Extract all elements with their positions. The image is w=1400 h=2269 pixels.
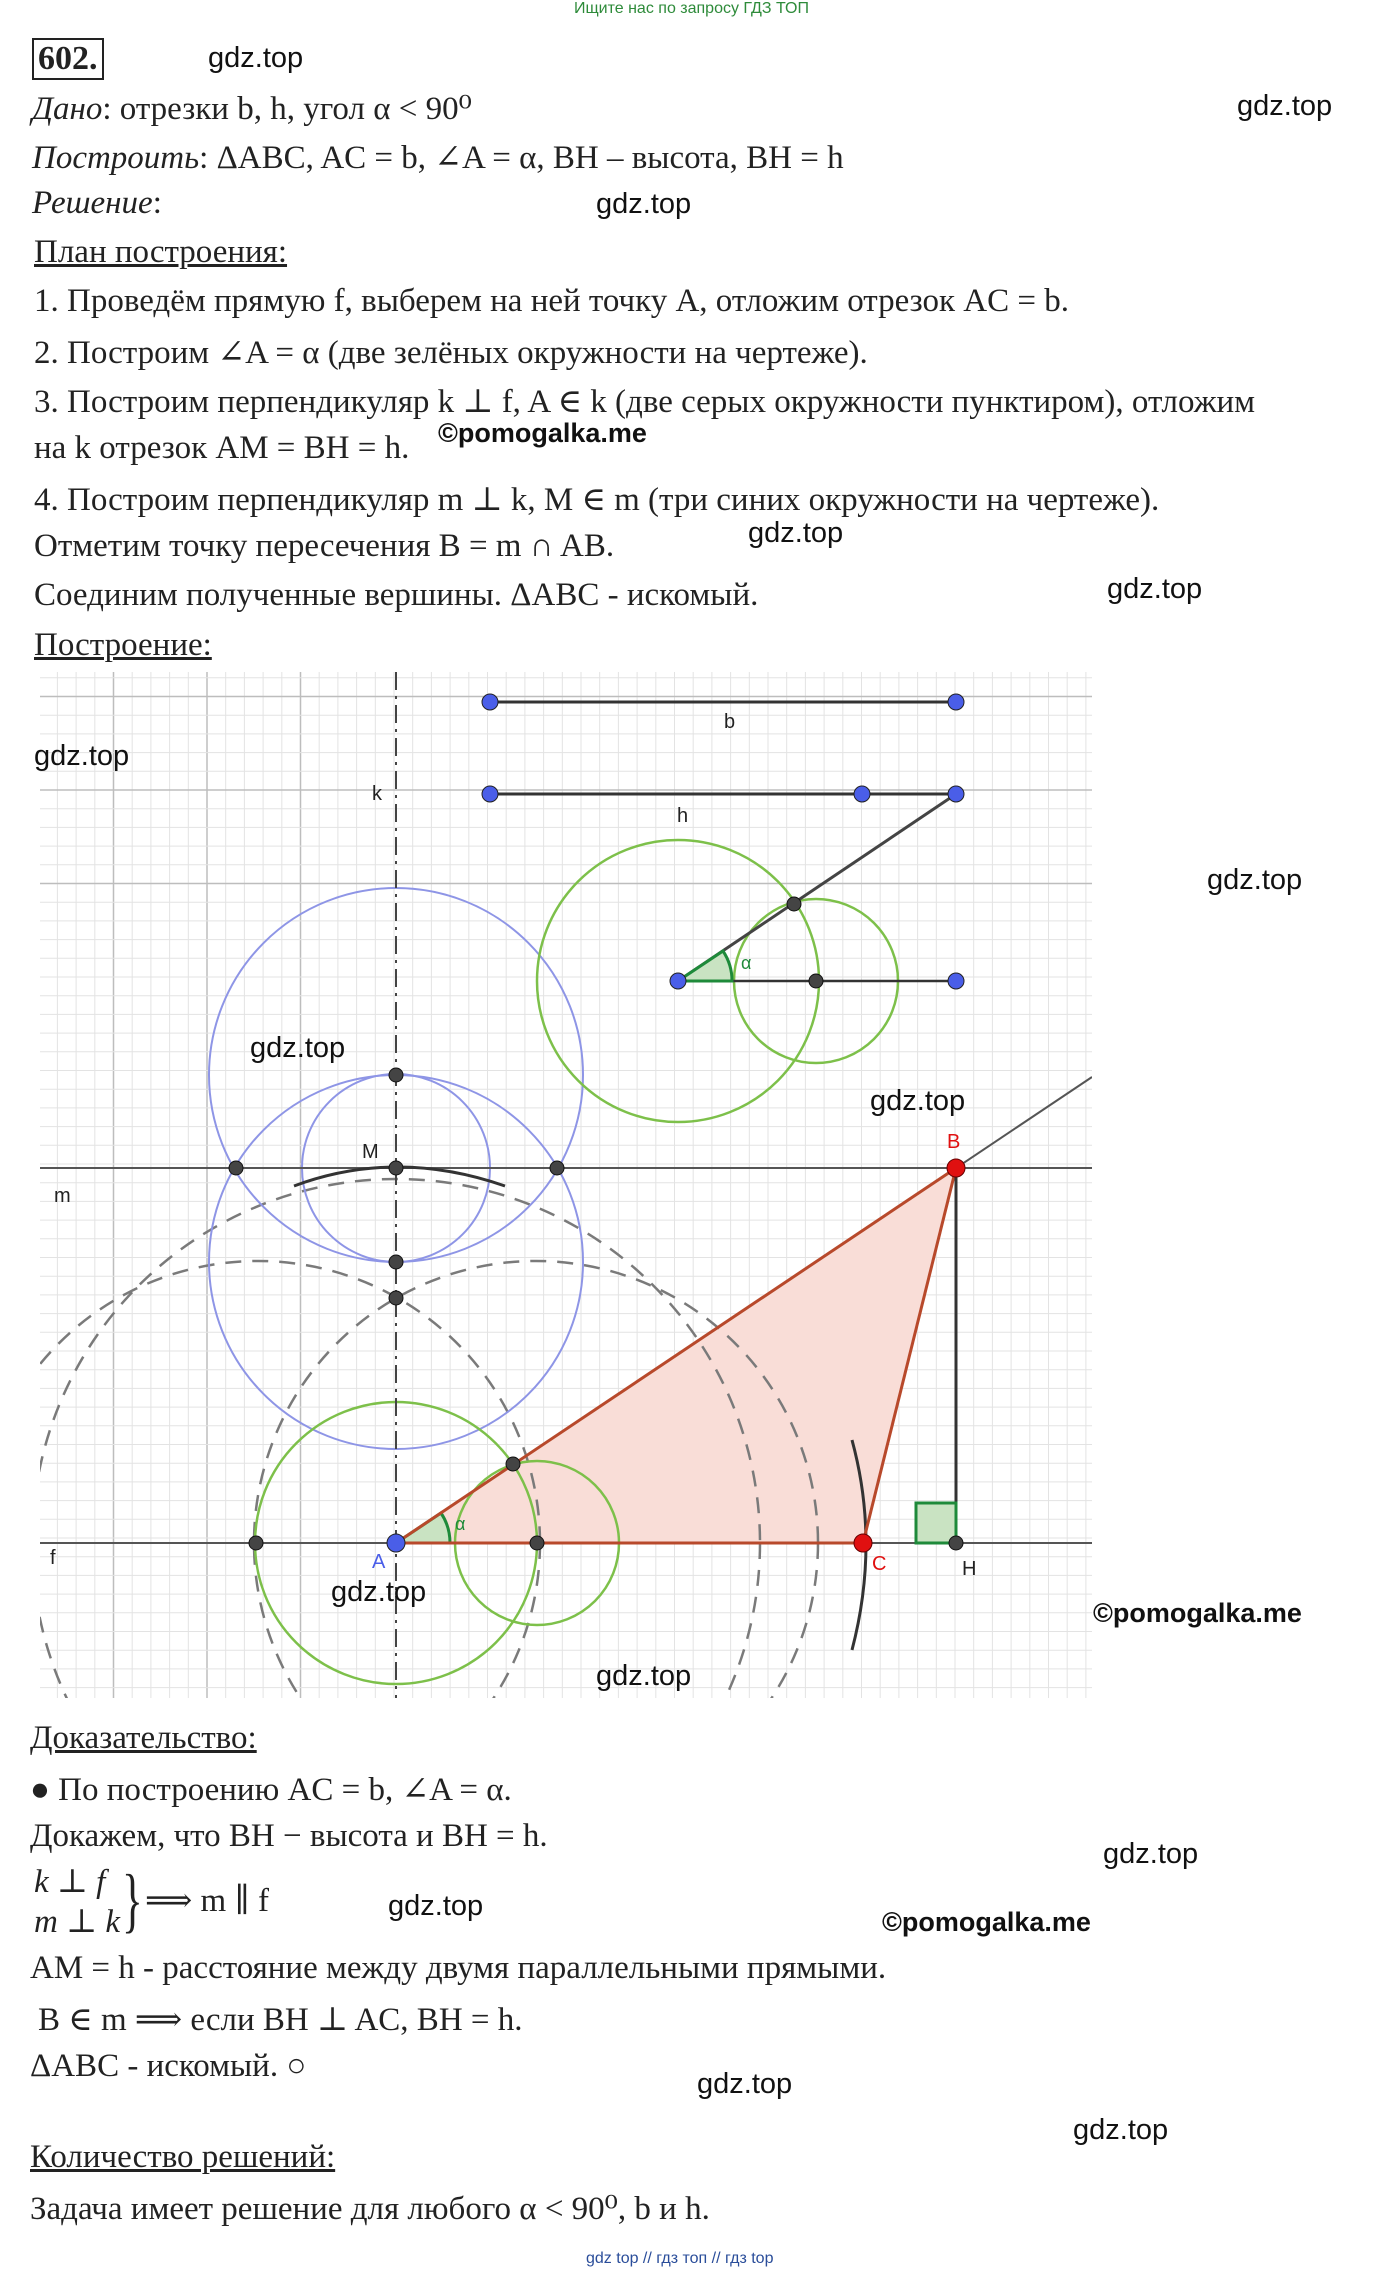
proof-line: Докажем, что BH − высота и BH = h. xyxy=(30,1818,548,1854)
plan-line: 4. Построим перпендикуляр m ⊥ k, M ∈ m (три синих окружности на чертеже). xyxy=(34,482,1160,518)
watermark-gdz: gdz.top xyxy=(1107,573,1203,605)
label-c: C xyxy=(872,1553,887,1575)
point-ab-arc xyxy=(506,1457,520,1471)
label-k: k xyxy=(372,783,382,805)
proof-line: ● По построению AC = b, ∠A = α. xyxy=(30,1772,512,1808)
watermark-gdz: gdz.top xyxy=(596,1660,692,1692)
watermark-gdz: gdz.top xyxy=(331,1576,427,1608)
point-m xyxy=(389,1161,403,1175)
construct-label: Построить xyxy=(32,140,200,176)
watermark-gdz: gdz.top xyxy=(34,740,130,772)
point-f-left xyxy=(249,1536,263,1550)
plan-line: 1. Проведём прямую f, выберем на ней точку A, отложим отрезок AC = b. xyxy=(34,283,1069,319)
point-h-start xyxy=(482,786,498,802)
count-heading: Количество решений: xyxy=(30,2139,336,2175)
bottom-note: gdz top // гдз топ // гдз top xyxy=(586,2250,774,2267)
plan-line: 3. Построим перпендикуляр k ⊥ f, A ∈ k (две серых окружности пунктиром), отложим xyxy=(34,384,1256,420)
plan-line: Соединим полученные вершины. ΔABC - искомый. xyxy=(34,577,759,613)
plan-line: на k отрезок AM = BH = h. xyxy=(34,430,410,466)
point-m-left xyxy=(229,1161,243,1175)
right-angle-mark xyxy=(916,1503,956,1543)
point-b-start xyxy=(482,694,498,710)
proof-line: AM = h - расстояние между двумя параллельными прямыми. xyxy=(30,1950,887,1986)
point-alpha-small xyxy=(809,974,823,988)
system-brace: } xyxy=(122,1860,143,1940)
point-alpha-ray1-end xyxy=(948,973,964,989)
proof-line: ΔABC - искомый. ○ xyxy=(30,2048,307,2084)
solution-label: Решение xyxy=(32,185,153,221)
label-alpha-a: α xyxy=(455,1514,466,1534)
point-b-end xyxy=(948,694,964,710)
point-k-top xyxy=(389,1068,403,1082)
point-a xyxy=(387,1534,405,1552)
watermark-gdz: gdz.top xyxy=(1073,2114,1169,2146)
watermark-gdz: gdz.top xyxy=(250,1032,346,1064)
point-k-mid xyxy=(389,1255,403,1269)
proof-line: B ∈ m ⟹ если BH ⊥ AC, BH = h. xyxy=(38,2002,523,2038)
proof-heading: Доказательство: xyxy=(30,1720,257,1756)
system-line: m ⊥ k xyxy=(34,1904,121,1940)
construct-text: : ΔABC, AC = b, ∠A = α, BH – высота, BH = h xyxy=(199,140,844,176)
label-h-point: H xyxy=(962,1558,977,1580)
watermark-gdz: gdz.top xyxy=(208,42,304,74)
label-h-segment: h xyxy=(677,805,689,827)
label-alpha-top: α xyxy=(741,953,752,973)
watermark-gdz: gdz.top xyxy=(388,1890,484,1922)
label-m: m xyxy=(54,1185,71,1207)
watermark-gdz: gdz.top xyxy=(596,188,692,220)
proof-system xyxy=(34,1862,120,1942)
watermark-gdz: gdz.top xyxy=(1237,90,1333,122)
point-alpha-intersect xyxy=(787,897,801,911)
given-text: : отрезки b, h, угол α < 90⁰ xyxy=(102,91,472,127)
watermark-pomogalka: ©pomogalka.me xyxy=(438,418,647,448)
point-h-end xyxy=(854,786,870,802)
plan-heading: План построения: xyxy=(34,234,288,270)
point-c xyxy=(854,1534,872,1552)
point-b xyxy=(947,1159,965,1177)
task-number: 602. xyxy=(32,38,104,80)
watermark-pomogalka: ©pomogalka.me xyxy=(1093,1598,1302,1628)
label-a: A xyxy=(372,1551,386,1573)
point-m-right xyxy=(550,1161,564,1175)
system-result: ⟹ m ∥ f xyxy=(145,1883,269,1919)
point-h xyxy=(949,1536,963,1550)
watermark-gdz: gdz.top xyxy=(697,2068,793,2100)
label-f: f xyxy=(50,1547,56,1569)
top-search-note: Ищите нас по запросу ГДЗ ТОП xyxy=(574,0,809,17)
label-m-point: M xyxy=(362,1141,379,1163)
given-label: Дано xyxy=(32,91,103,127)
solution-text: : xyxy=(152,185,162,221)
count-text: Задача имеет решение для любого α < 90⁰, b и h. xyxy=(30,2191,710,2227)
watermark-gdz: gdz.top xyxy=(1207,864,1303,896)
watermark-pomogalka: ©pomogalka.me xyxy=(882,1907,1091,1937)
gray-dashed-circle xyxy=(0,1261,540,1720)
point-alpha-vertex xyxy=(670,973,686,989)
alpha-angle-mark xyxy=(678,951,732,981)
point-k-low xyxy=(389,1291,403,1305)
label-b-segment: b xyxy=(724,711,736,733)
watermark-gdz: gdz.top xyxy=(870,1085,966,1117)
point-f-green xyxy=(530,1536,544,1550)
system-line: k ⊥ f xyxy=(34,1864,106,1900)
label-b-point: B xyxy=(947,1131,961,1153)
watermark-gdz: gdz.top xyxy=(1103,1838,1199,1870)
watermark-gdz: gdz.top xyxy=(748,517,844,549)
plan-line: Отметим точку пересечения B = m ∩ AB. xyxy=(34,528,615,564)
point-alpha-ray-end xyxy=(948,786,964,802)
plan-line: 2. Построим ∠A = α (две зелёных окружности на чертеже). xyxy=(34,335,868,371)
construction-heading: Построение: xyxy=(34,627,212,663)
